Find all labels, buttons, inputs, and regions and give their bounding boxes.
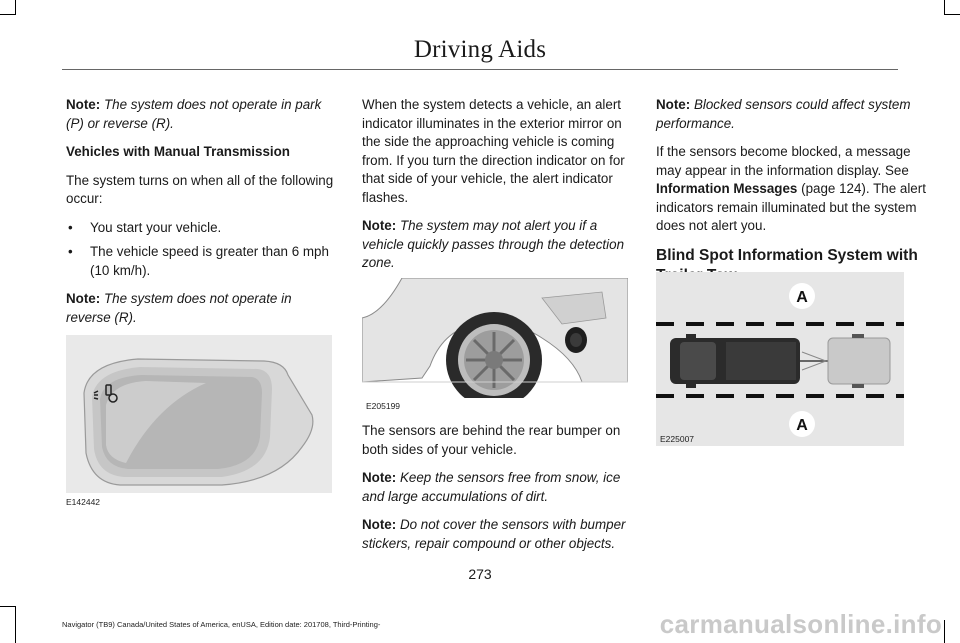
heading-blis-trailer-tow: Blind Spot Information System with (656, 246, 918, 264)
crop-mark (944, 620, 945, 643)
edition-note: Navigator (TB9) Canada/United States of America, enUSA, Edition date: 201708, Third-Printing- (62, 620, 381, 629)
page-number: 273 (468, 566, 492, 582)
header-divider (62, 69, 898, 70)
list-item: • The vehicle speed is greater than 6 mph (10 km/h). (66, 243, 336, 280)
figure-id-trailer: E225007 (660, 434, 695, 444)
paragraph-sensor-location: The sensors are behind the rear bumper on both sides of your vehicle. (362, 423, 621, 457)
zone-marker-bottom (789, 411, 815, 437)
svg-text:A: A (796, 289, 808, 306)
list-item: • You start your vehicle. (66, 219, 336, 238)
svg-text:A: A (796, 417, 808, 434)
crop-mark (944, 0, 945, 15)
mirror-illustration (66, 335, 332, 493)
note-keep-free: Note: Keep the sensors free from snow, ice and large accumulations of dirt. (362, 470, 621, 504)
crop-mark (944, 14, 960, 15)
note-blocked-performance: Note: Blocked sensors could affect system performance. (656, 97, 911, 131)
towing-vehicle (670, 334, 800, 388)
column-2-lower (362, 422, 632, 563)
figure-id-bumper: E205199 (366, 401, 401, 411)
column-3 (656, 96, 928, 297)
note-reverse: Note: The system does not operate in reverse (R). (66, 291, 292, 325)
bumper-sensor-drawing (362, 278, 628, 398)
paragraph-alert-indicator: When the system detects a vehicle, an alert indicator illuminates in the exterior mirror on the side the approaching vehicle is coming from. If you turn the direction indicator on for that side of your vehicle, the alert indicator flashes. (362, 97, 625, 205)
crop-mark (15, 606, 16, 643)
note-quick-pass: Note: The system may not alert you if a vehicle quickly passes through the detection zone. (362, 218, 625, 270)
paragraph-sensors-blocked: If the sensors become blocked, a message may appear in the information display. See Information Messages (page 124). The alert indicators remain illuminated but the system does not alert you. (656, 144, 926, 233)
page-title: Driving Aids (413, 36, 547, 63)
rear-bumper-illustration (362, 278, 628, 398)
heading-manual-transmission: Vehicles with Manual Transmission (66, 144, 290, 159)
trailer (828, 334, 890, 388)
watermark: carmanualsonline.info (659, 609, 942, 639)
side-mirror-drawing (66, 335, 332, 493)
crop-mark (0, 606, 16, 607)
information-messages-link[interactable]: Information Messages (656, 181, 798, 196)
zone-marker-top (789, 283, 815, 309)
blind-spot-zones-drawing (656, 272, 904, 446)
figure-id-mirror: E142442 (66, 497, 101, 507)
conditions-list (66, 219, 336, 281)
note-do-not-cover: Note: Do not cover the sensors with bumper stickers, repair compound or other objects. (362, 517, 626, 551)
note-park-reverse: Note: The system does not operate in park (P) or reverse (R). (66, 97, 322, 131)
trailer-tow-diagram (656, 272, 904, 446)
column-1 (66, 96, 336, 366)
crop-mark (0, 14, 16, 15)
paragraph-turns-on: The system turns on when all of the following occur: (66, 172, 334, 206)
crop-mark (15, 0, 16, 15)
